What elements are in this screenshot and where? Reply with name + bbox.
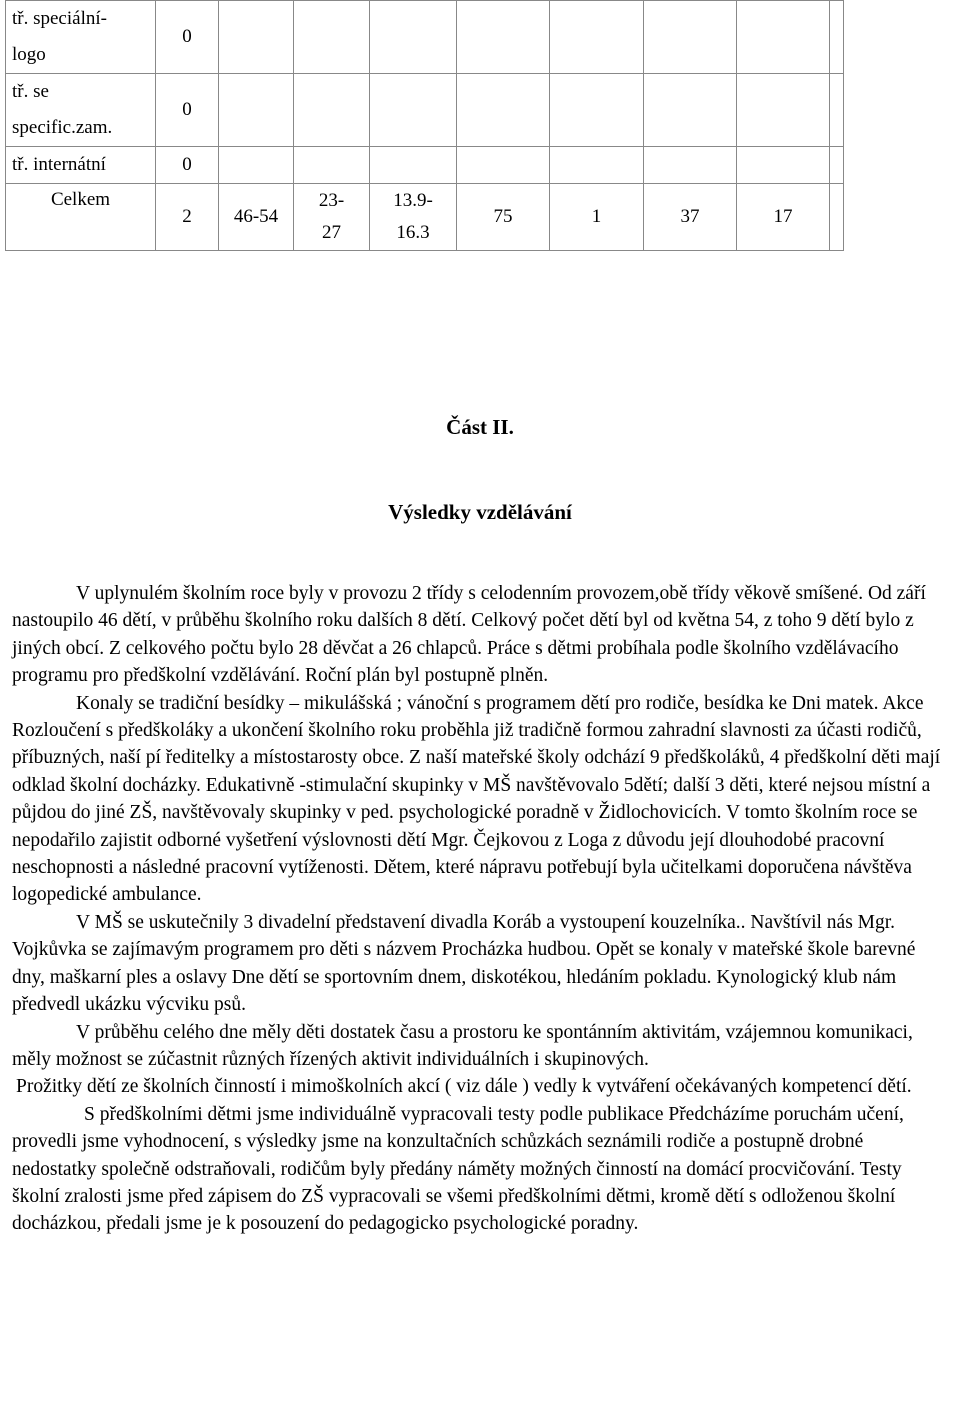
cell: 17 — [737, 184, 830, 251]
cell — [219, 1, 294, 74]
paragraph: V MŠ se uskutečnily 3 divadelní představení divadla Koráb a vystoupení kouzelníka.. Navštívil nás Mgr. Vojkůvka se zajímavým programem pro děti s názvem Procházka hudbou. Opět se konaly v mateřské škole barevné dny, maškarní ples a oslavy Dne dětí se sportovním dnem, diskotékou, hledáním pokladu. Kynologický klub nám předvedl ukázku výcviku psů. — [12, 911, 916, 1016]
cell: 46-54 — [219, 184, 294, 251]
cell — [370, 74, 457, 147]
table-row-total — [6, 184, 844, 251]
paragraph: S předškolními dětmi jsme individuálně vypracovali testy podle publikace Předcházíme poruchám učení, provedli jsme vyhodnocení, s výsledky jsme na konzultačních schůzkách seznámili rodiče a postupně drobné nedostatky společně odstraňovali, rodičům byly předány náměty možných činností na domácí procvičování. Testy školní zralosti jsme před zápisem do ZŠ vypracovali se všemi předškolními dětmi, kromě dětí s odloženou školní docházkou, předali jsme je k posouzení do pedagogicko psychologické poradny. — [12, 1103, 904, 1235]
cell: 37 — [644, 184, 737, 251]
paragraph: Prožitky dětí ze školních činností i mimoškolních akcí ( viz dále ) vedly k vytváření očekávaných kompetencí dětí. — [16, 1076, 912, 1098]
table-row — [6, 1, 844, 74]
table-row — [6, 74, 844, 147]
cell — [830, 74, 844, 147]
cell — [644, 74, 737, 147]
cell: 23- 27 — [294, 184, 370, 251]
cell — [370, 147, 457, 184]
cell — [294, 74, 370, 147]
part-title: Část II. — [446, 415, 514, 439]
document-body — [12, 580, 952, 1238]
section-title: Výsledky vzdělávání — [388, 500, 572, 524]
row-name: tř. se specific.zam. — [6, 74, 156, 147]
cell — [550, 74, 644, 147]
cell — [219, 74, 294, 147]
cell: 0 — [156, 147, 219, 184]
row-name: tř. internátní — [6, 147, 156, 184]
table-row — [6, 147, 844, 184]
class-stats-table — [5, 0, 844, 251]
cell — [219, 147, 294, 184]
cell — [294, 1, 370, 74]
cell: 2 — [156, 184, 219, 251]
cell — [457, 147, 550, 184]
cell — [830, 1, 844, 74]
cell — [737, 1, 830, 74]
row-name: Celkem — [6, 184, 156, 251]
cell — [457, 1, 550, 74]
cell — [457, 74, 550, 147]
cell — [830, 147, 844, 184]
paragraph: Konaly se tradiční besídky – mikulášská ; vánoční s programem dětí pro rodiče, besídka ke Dni matek. Akce Rozloučení s předškoláky a ukončení školního roku proběhla již tradičně formou zahradní slavnosti za účasti rodičů, příbuzných, naší pí ředitelky a místostarosty obce. Z naší mateřské školy odchází 9 předškoláků, 4 předškolní děti mají odklad školní docházky. Edukativně -stimulační skupinky v MŠ navštěvovalo 5dětí; další 3 děti, které nejsou místní a půjdou do jiné ZŠ, navštěvovaly skupinky v ped. psychologické poradně v Židlochovicích. V tomto školním roce se nepodařilo zajistit odborné vyšetření výslovnosti dětí Mgr. Čejkovou z Loga z důvodu její dlouhodobé pracovní neschopnosti a následné pracovní vytíženosti. Dětem, které nápravu potřebují byla učitelkami doporučena návštěva logopedické ambulance. — [12, 692, 941, 906]
cell — [830, 184, 844, 251]
cell — [737, 147, 830, 184]
cell: 1 — [550, 184, 644, 251]
row-name: tř. speciální- logo — [6, 1, 156, 74]
cell: 75 — [457, 184, 550, 251]
cell — [550, 1, 644, 74]
paragraph: V uplynulém školním roce byly v provozu 2 třídy s celodenním provozem,obě třídy věkově smíšené. Od září nastoupilo 46 dětí, v průběhu školního roku dalších 8 dětí. Celkový počet dětí byl od května 54, z toho 9 dětí bylo z jiných obcí. Z celkového počtu bylo 28 děvčat a 26 chlapců. Práce s dětmi probíhala podle školního vzdělávacího programu pro předškolní vzdělávání. Roční plán byl postupně plněn. — [12, 583, 926, 687]
cell: 0 — [156, 74, 219, 147]
paragraph: V průběhu celého dne měly děti dostatek času a prostoru ke spontánním aktivitám, vzájemnou komunikaci, měly možnost se zúčastnit různých řízených aktivit individuálních i skupinových. — [12, 1021, 913, 1070]
cell — [644, 147, 737, 184]
cell: 0 — [156, 1, 219, 74]
cell: 13.9- 16.3 — [370, 184, 457, 251]
cell — [550, 147, 644, 184]
cell — [737, 74, 830, 147]
cell — [294, 147, 370, 184]
cell — [644, 1, 737, 74]
cell — [370, 1, 457, 74]
